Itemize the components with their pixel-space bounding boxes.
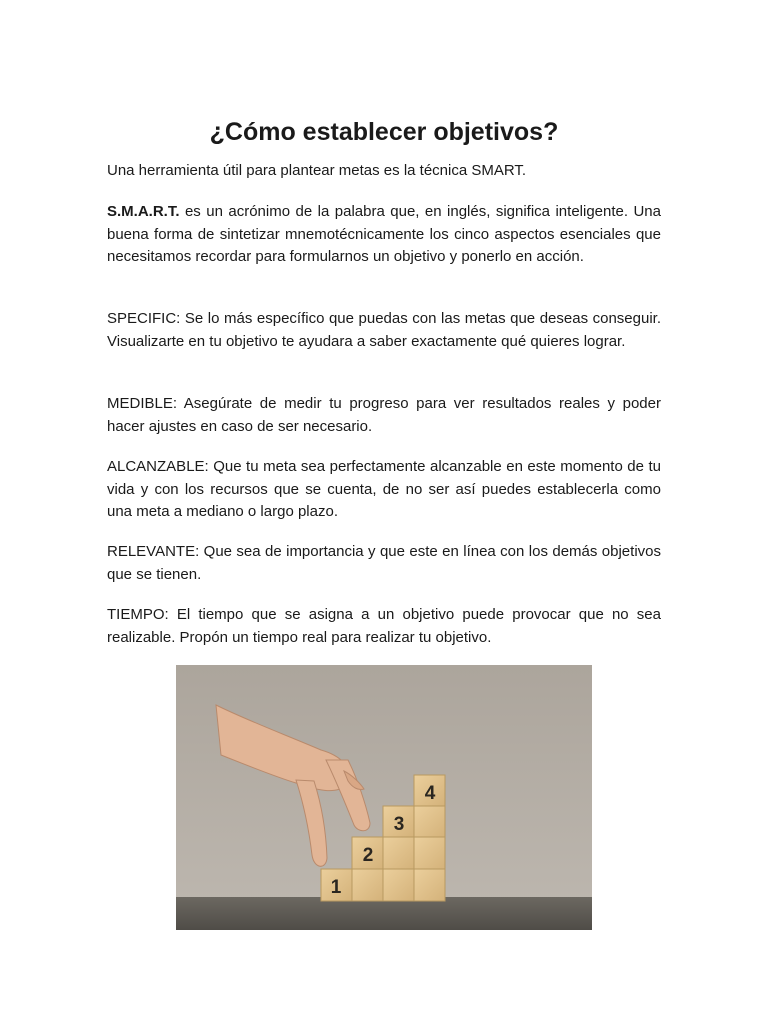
block-label-2: 2 xyxy=(362,845,374,866)
specific-paragraph: SPECIFIC: Se lo más específico que puedas con las metas que deseas conseguir. Visualizarte en tu objetivo te ayudara a saber exactamente qué quieres lograr. xyxy=(107,310,661,350)
medible-paragraph: MEDIBLE: Asegúrate de medir tu progreso para ver resultados reales y poder hacer ajustes en caso de ser necesario. xyxy=(107,395,661,435)
steps-photo xyxy=(176,665,592,930)
smart-acronym: S.M.A.R.T. xyxy=(107,203,180,220)
intro-paragraph: Una herramienta útil para plantear metas es la técnica SMART. xyxy=(107,162,527,179)
alcanzable-paragraph: ALCANZABLE: Que tu meta sea perfectamente alcanzable en este momento de tu vida y con los recursos que se cuenta, de no ser así puedes establecerla como una meta a mediano o largo plazo. xyxy=(107,458,661,520)
smart-paragraph xyxy=(107,201,661,269)
block-label-3: 3 xyxy=(393,814,405,835)
photo-table xyxy=(176,897,592,930)
block-label-4: 4 xyxy=(424,783,436,804)
smart-description: es un acrónimo de la palabra que, en inglés, significa inteligente. Una buena forma de sintetizar mnemotécnicamente los cinco aspectos esenciales que necesitamos recordar para formularnos un objetivo y ponerlo en acción. xyxy=(107,203,661,265)
page-title: ¿Cómo establecer objetivos? xyxy=(209,118,559,146)
tiempo-paragraph: TIEMPO: El tiempo que se asigna a un objetivo puede provocar que no sea realizable. Propón un tiempo real para realizar tu objetivo. xyxy=(107,606,661,646)
relevante-paragraph: RELEVANTE: Que sea de importancia y que este en línea con los demás objetivos que se tienen. xyxy=(107,543,661,583)
block-label-1: 1 xyxy=(330,877,342,898)
